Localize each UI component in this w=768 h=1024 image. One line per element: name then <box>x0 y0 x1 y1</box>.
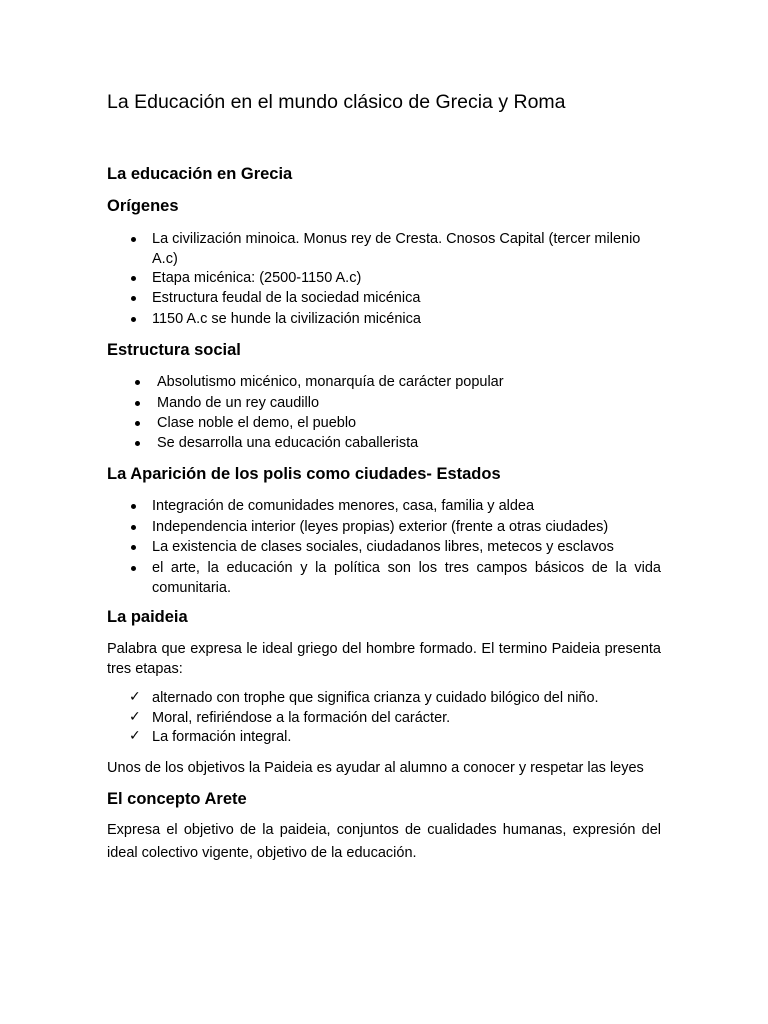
bullet-icon <box>135 401 140 406</box>
heading-concepto-arete: El concepto Arete <box>107 790 247 808</box>
bullet-icon <box>131 237 136 242</box>
checkmark-icon: ✓ <box>129 709 141 725</box>
bullet-icon <box>135 441 140 446</box>
paideia-outro: Unos de los objetivos la Paideia es ayudar al alumno a conocer y respetar las leyes <box>107 760 644 776</box>
checkmark-icon: ✓ <box>129 728 141 744</box>
heading-aparicion-polis: La Aparición de los polis como ciudades- Estados <box>107 465 501 483</box>
bullet-icon <box>135 380 140 385</box>
list-item: Integración de comunidades menores, casa, familia y aldea <box>152 498 535 514</box>
bullet-icon <box>131 545 136 550</box>
list-item: Mando de un rey caudillo <box>157 395 320 411</box>
list-item: el arte, la educación y la política son los tres campos básicos de la vida comunitaria. <box>152 560 661 596</box>
list-item: Se desarrolla una educación caballerista <box>157 435 419 451</box>
list-item: Absolutismo micénico, monarquía de carácter popular <box>157 374 504 390</box>
list-item: Independencia interior (leyes propias) exterior (frente a otras ciudades) <box>152 519 609 535</box>
section-heading-grecia: La educación en Grecia <box>107 165 293 183</box>
list-item: alternado con trophe que significa crianza y cuidado bilógico del niño. <box>152 690 599 706</box>
list-item: 1150 A.c se hunde la civilización micénica <box>152 311 421 327</box>
heading-origenes: Orígenes <box>107 197 179 215</box>
bullet-icon <box>131 525 136 530</box>
paideia-intro: Palabra que expresa le ideal griego del hombre formado. El termino Paideia presenta tres etapas: <box>107 641 661 677</box>
bullet-icon <box>131 276 136 281</box>
list-item: Moral, refiriéndose a la formación del carácter. <box>152 710 451 726</box>
list-item: Etapa micénica: (2500-1150 A.c) <box>152 270 362 286</box>
checkmark-icon: ✓ <box>129 689 141 705</box>
list-item: La existencia de clases sociales, ciudadanos libres, metecos y esclavos <box>152 539 614 555</box>
arete-text: Expresa el objetivo de la paideia, conjuntos de cualidades humanas, expresión del ideal colectivo vigente, objetivo de la educación. <box>107 822 661 861</box>
bullet-icon <box>135 421 140 426</box>
bullet-icon <box>131 296 136 301</box>
list-item: La civilización minoica. Monus rey de Cresta. Cnosos Capital (tercer milenio A.c) <box>152 231 641 267</box>
bullet-icon <box>131 566 136 571</box>
document-title: La Educación en el mundo clásico de Grecia y Roma <box>107 91 566 113</box>
list-item: Estructura feudal de la sociedad micénica <box>152 290 421 306</box>
bullet-icon <box>131 504 136 509</box>
heading-estructura-social: Estructura social <box>107 341 241 359</box>
list-item: Clase noble el demo, el pueblo <box>157 415 357 431</box>
bullet-icon <box>131 317 136 322</box>
list-item: La formación integral. <box>152 729 292 745</box>
heading-paideia: La paideia <box>107 608 188 626</box>
